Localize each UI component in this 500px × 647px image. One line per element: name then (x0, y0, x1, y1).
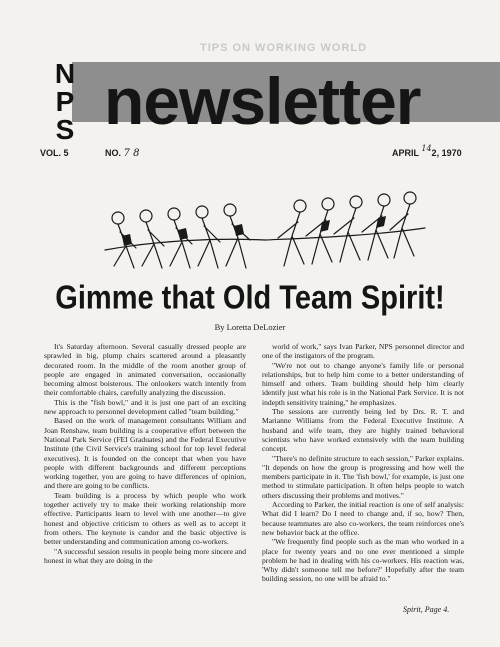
masthead (0, 30, 500, 145)
date-year: 1970 (441, 148, 462, 158)
paragraph: It's Saturday afternoon. Several casually dressed people are sprawled in big, plump chairs scattered around a pleasantly decorated room. In the middle of the room another group of people are engaged in animated conversation, occasionally becoming almost boisterous. The onlookers watch intently from their comfortable chairs, carefully analyzing the discussion. (44, 342, 246, 398)
tug-of-war-illustration (100, 188, 430, 278)
issue-date: APRIL 142, 1970 (392, 144, 462, 158)
nps-letter-p: P (55, 86, 75, 117)
paragraph: This is the "fish bowl," and it is just one part of an exciting new approach to personnel development called "team building." (44, 397, 246, 417)
issue-number-label: NO. (105, 148, 122, 158)
paragraph: world of work," says Ivan Parker, NPS personnel director and one of the instigators of the program. (262, 342, 464, 361)
masthead-ghost-text: TIPS ON WORKING WORLD (200, 42, 368, 54)
continued-on-page: Spirit, Page 4. (403, 605, 450, 614)
nps-letter-n: N (54, 58, 76, 89)
paragraph: The sessions are currently being led by Drs. R. T. and Marianne Williams from the Federal Executive Institute. A husband and wife team, they are highly trained behavioral scientists who have worked extensively with the team building concept. (262, 407, 464, 454)
paragraph: "There's no definite structure to each session," Parker explains. "It depends on how the group is progressing and how well the members participate in it. The 'fish bowl,' for example, is just one method to stimulate participation. It often helps people to watch others discussing their problems and motives." (262, 453, 464, 500)
article-headline: Gimme that Old Team Spirit! (55, 279, 445, 317)
issue-number-handwritten: 7 8 (123, 148, 140, 159)
issue-line (0, 146, 500, 160)
date-day-handwritten: 14 (421, 144, 432, 153)
article-byline: By Loretta DeLozier (214, 322, 286, 332)
paragraph: According to Parker, the initial reaction is one of self analysis: What did I learn? Do I need to change and, if so, how? Then, because teammates are also co-workers, the team reinforces one's new behavior back at the office. (262, 500, 464, 537)
nps-letter-s: S (55, 114, 75, 145)
paragraph: "We frequently find people such as the man who worked in a place for twenty years and no one ever mentioned a simple problem he had in dealing with his co-workers. His reaction was, 'Why didn't someone tell me before?' Hopefully after the team building session, no one will be afraid to." (262, 537, 464, 584)
date-month: APRIL (392, 148, 419, 158)
paragraph: Team building is a process by which people who work together actively try to make their working relationship more effective. Participants learn to level with one another—to give honest and objective criticism to others as well as to accept it from others. The keynote is candor and the basic objective is better understanding and communication among co-workers. (44, 490, 246, 547)
paragraph: Based on the work of management consultants William and Joan Renshaw, team building is a cooperative effort between the National Park Service (FEI Graduates) and the Federal Executive Institute (the Civil Service's training school for top level federal executives). It is founded on the concept that when you have people with different backgrounds and different perceptions working together, you are going to have differences of opinion, and there are going to be conflicts. (44, 416, 246, 491)
paragraph: "A successful session results in people being more sincere and honest in what they are doing in the (44, 546, 246, 565)
volume: VOL. 5 (40, 148, 69, 158)
article-column-left (44, 342, 246, 565)
nps-logo (50, 60, 80, 144)
newsletter-title: newsletter (104, 64, 421, 138)
paragraph: "We're not out to change anyone's family life or personal relationships, but to help him come to a better understanding of himself and others. Team building should help him clearly identify just what his role is in the National Park Service. It is not indepth sensitivity training," he emphasizes. (262, 360, 464, 407)
article-column-right (262, 342, 464, 584)
date-day: 2 (431, 148, 437, 158)
issue-number (105, 148, 139, 159)
